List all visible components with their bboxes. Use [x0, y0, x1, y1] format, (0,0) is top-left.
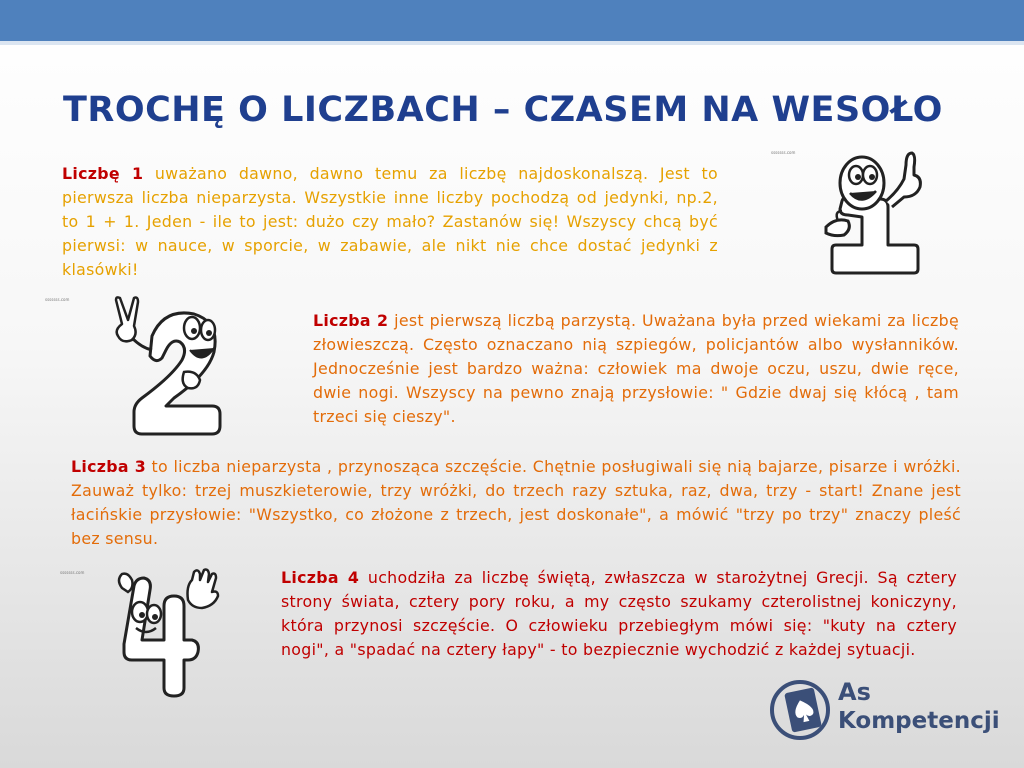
logo-text-line2: Kompetencji [838, 708, 1000, 734]
top-bar [0, 0, 1024, 41]
as-kompetencji-logo [770, 676, 1010, 744]
logo-text-line1: As [838, 678, 871, 706]
paragraph-liczba-3 [71, 455, 961, 551]
number-one-cartoon [818, 145, 930, 277]
paragraph-body: uważano dawno, dawno temu za liczbę najdoskonalszą. Jest to pierwsza liczba nieparzysta. Wszystkie inne liczby pochodzą od jedynki, np.2, to 1 + 1. Jeden - ile to jest: dużo czy mało? Zastanów się! Wszyscy chcą być pierwsi: w nauce, w sporcie, w zabawie, ale nikt nie chce dostać jedynki z klasówki! [62, 164, 718, 279]
image-caption: sssssss.com [45, 297, 70, 302]
paragraph-body: uchodziła za liczbę świętą, zwłaszcza w starożytnej Grecji. Są cztery strony świata, cztery pory roku, a my często szukamy czterolistnej koniczyny, która przynosi szczęście. O człowieku przebiegłym mówi się: "kuty na cztery nogi", a "spadać na cztery łapy" - to bezpiecznie wychodzić z każdej sytuacji. [281, 568, 957, 659]
slide-title: TROCHĘ O LICZBACH – CZASEM NA WESOŁO [63, 90, 943, 130]
paragraph-liczba-2 [313, 309, 959, 429]
paragraph-lead: Liczba 3 [71, 457, 147, 476]
paragraph-lead: Liczba 2 [313, 311, 389, 330]
paragraph-lead: Liczba 4 [281, 568, 360, 587]
paragraph-body: to liczba nieparzysta , przynosząca szczęście. Chętnie posługiwali się nią bajarze, pisarze i wróżki. Zauważ tylko: trzej muszkieterowie, trzy wróżki, do trzech razy sztuka, raz, dwa, trzy - start! Znane jest łacińskie przysłowie: "Wszystko, co złożone z trzech, jest doskonałe", a mówić "trzy po trzy" znaczy pleść bez sensu. [71, 457, 961, 548]
number-four-cartoon [112, 566, 224, 700]
top-divider [0, 41, 1024, 45]
spade-card-icon [770, 676, 834, 744]
paragraph-liczba-4 [281, 566, 957, 662]
image-caption: sssssss.com [771, 150, 796, 155]
paragraph-liczba-1 [62, 162, 718, 282]
image-caption: sssssss.com [60, 570, 85, 575]
number-two-cartoon [108, 294, 232, 440]
paragraph-body: jest pierwszą liczbą parzystą. Uważana była przed wiekami za liczbę złowieszczą. Często oznaczano nią szpiegów, policjantów albo wysłanników. Jednocześnie jest bardzo ważna: człowiek ma dwoje oczu, uszu, dwie ręce, dwie nogi. Wszyscy na pewno znają przysłowie: " Gdzie dwaj się kłócą , tam trzeci się cieszy". [313, 311, 959, 426]
paragraph-lead: Liczbę 1 [62, 164, 144, 183]
